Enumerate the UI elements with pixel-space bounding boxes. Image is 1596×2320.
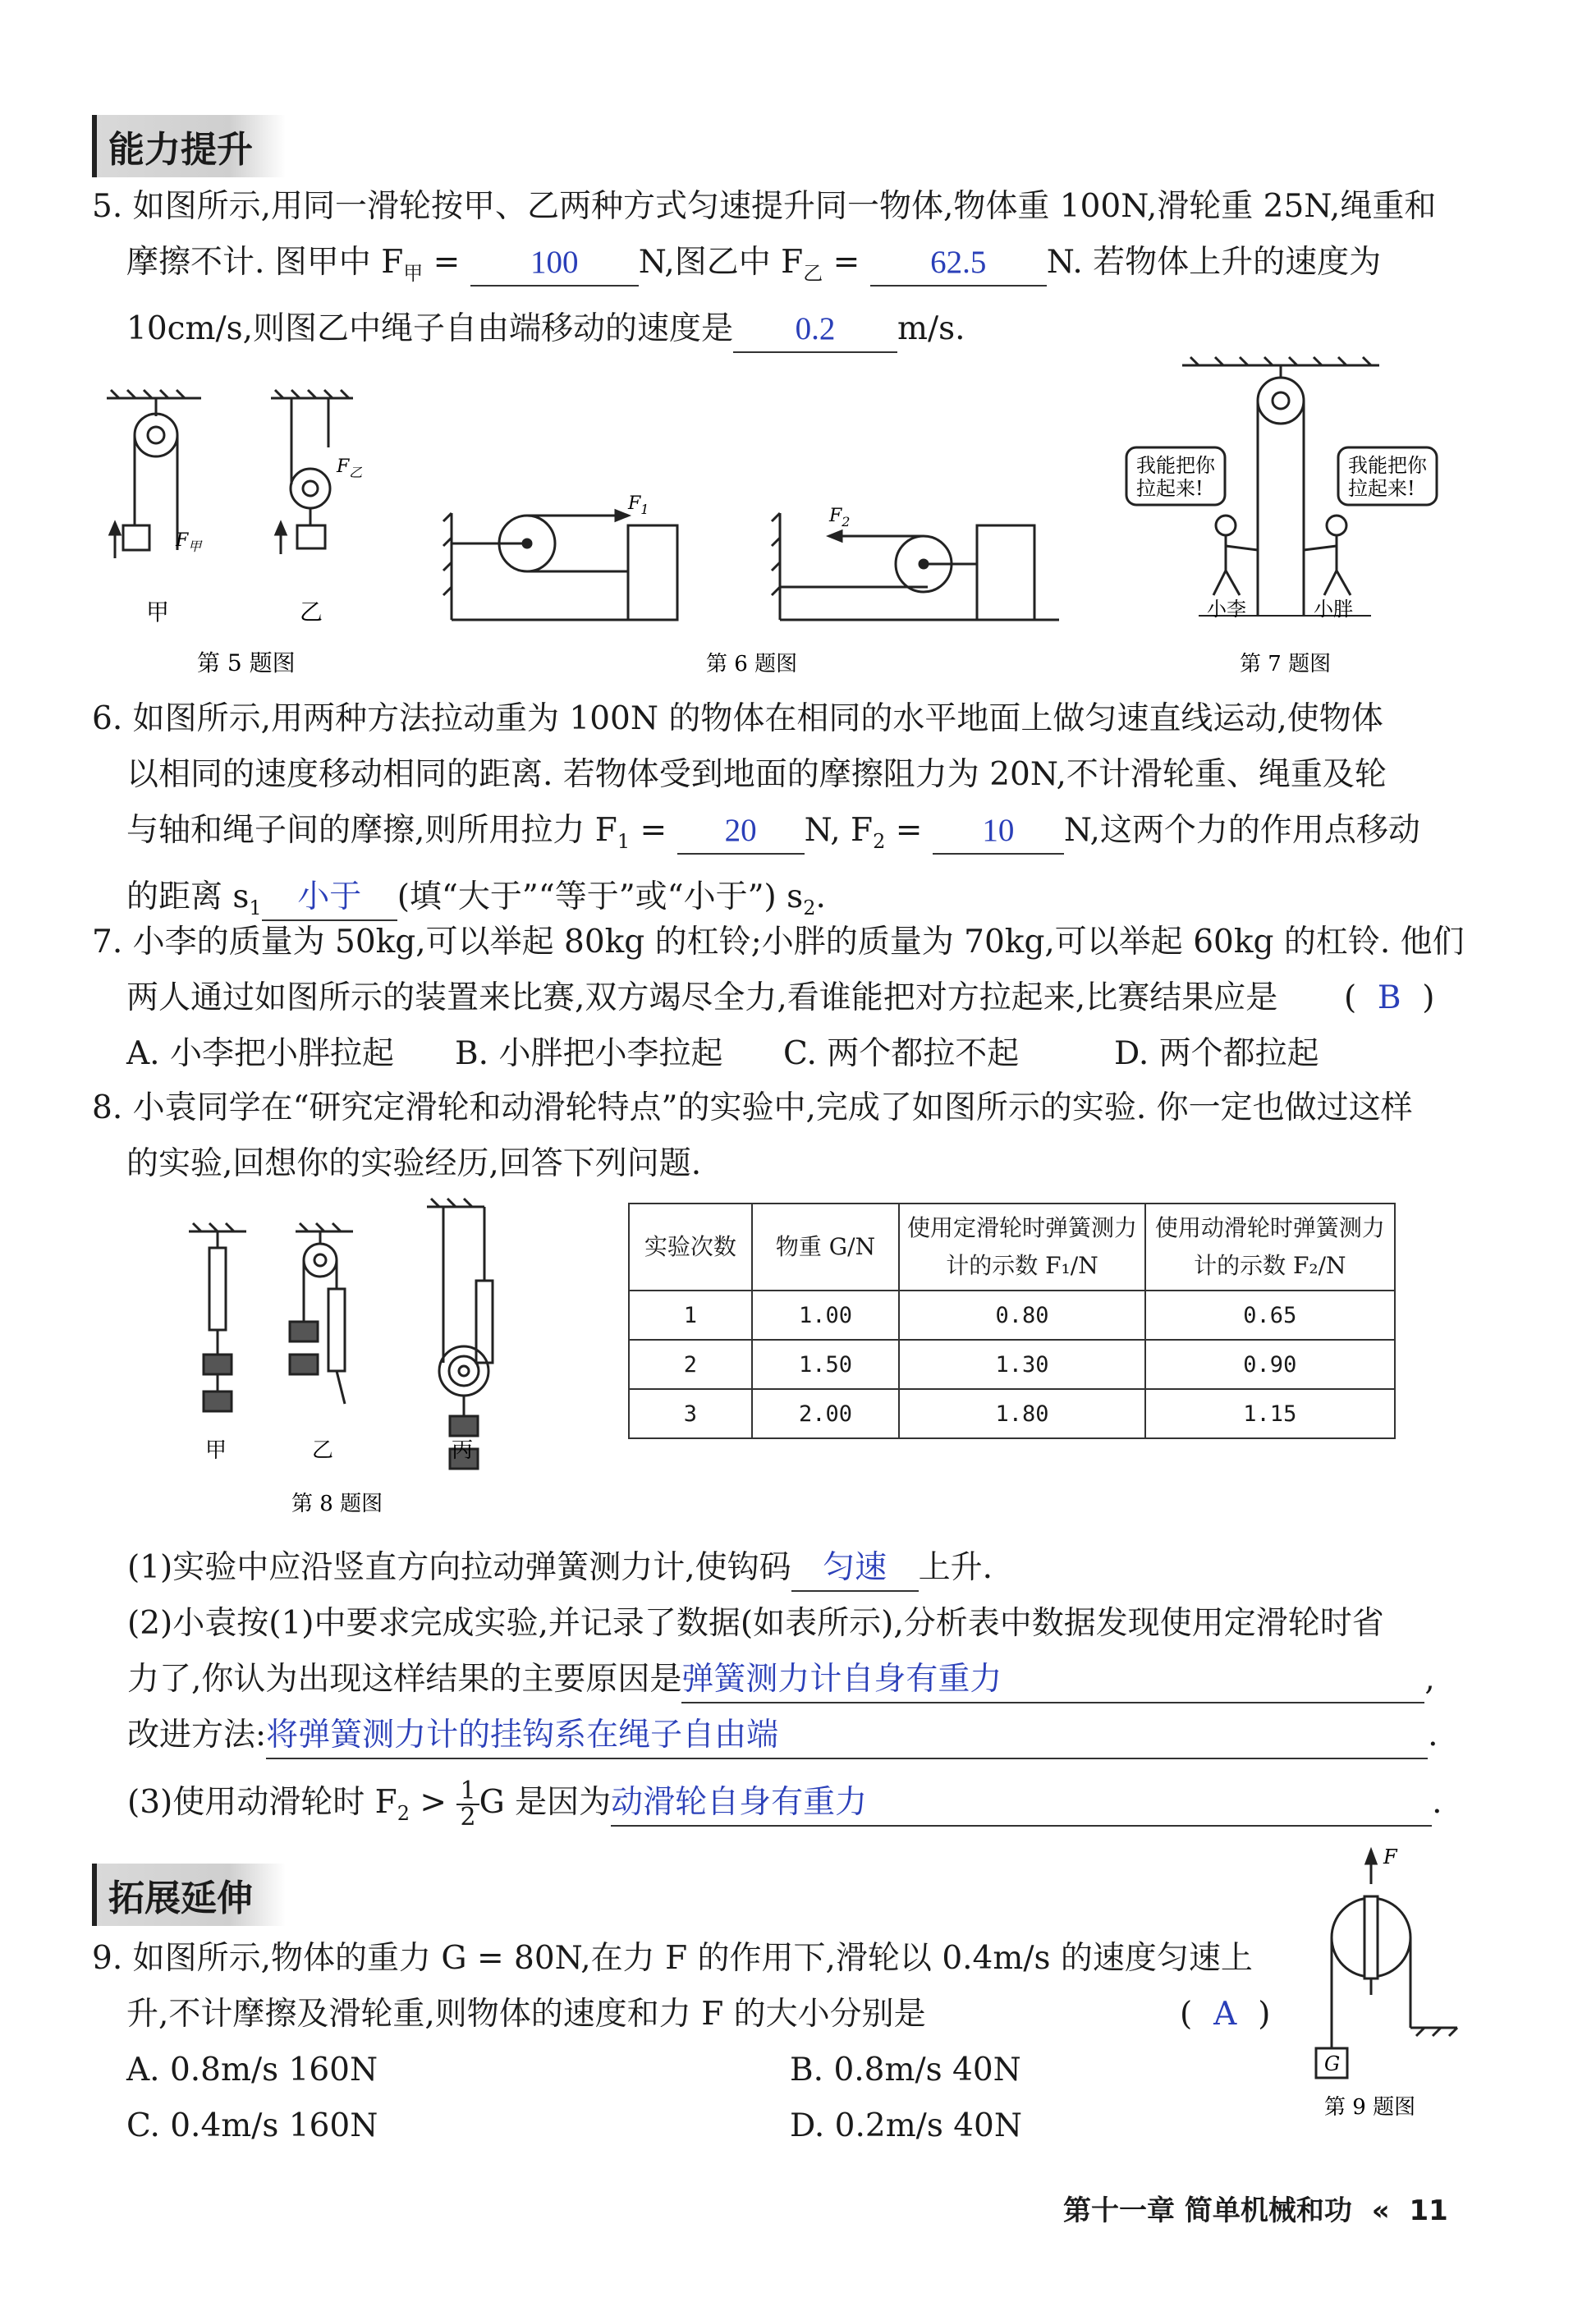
fig8-bing-label: 丙: [452, 1438, 474, 1463]
q9-text: 升,不计摩擦及滑轮重,则物体的速度和力 F 的大小分别是: [126, 1996, 926, 2033]
fig7-caption: 第 7 题图: [1240, 652, 1332, 676]
q7-answer[interactable]: B: [1377, 979, 1401, 1016]
fig7-bubble-right-line2: 拉起来!: [1348, 477, 1415, 500]
q8-text: 力了,你认为出现这样结果的主要原因是: [127, 1661, 682, 1698]
q7-line1: 7. 小李的质量为 50kg,可以举起 80kg 的杠铃;小胖的质量为 70kg,可以举起 60kg 的杠铃. 他们: [92, 924, 1465, 961]
q6-sub: 2: [803, 896, 816, 919]
fig8-caption: 第 8 题图: [291, 1492, 383, 1516]
q6-answer-1[interactable]: 20: [677, 809, 805, 855]
table-header-cell: 物重 G/N: [752, 1204, 900, 1291]
section-header-ability: [92, 115, 286, 177]
fig7-right-name: 小胖: [1314, 598, 1353, 621]
fraction-denominator: 2: [460, 1803, 476, 1832]
table-header-cell: 实验次数: [629, 1204, 752, 1291]
q8-data-table: [628, 1203, 1396, 1439]
q6-text: .: [815, 878, 826, 915]
footer-chapter: 第十一章 简单机械和功: [1063, 2194, 1352, 2227]
q8-text: (1)实验中应沿竖直方向拉动弹簧测力计,使钩码: [127, 1549, 791, 1586]
fig6-f1-label: $F_1$: [628, 493, 649, 517]
q9-line1: 9. 如图所示,物体的重力 G = 80N,在力 F 的作用下,滑轮以 0.4m/s 的速度匀速上: [92, 1940, 1253, 1977]
fig7-bubble-left-line1: 我能把你: [1136, 454, 1215, 477]
q6-line2: 以相同的速度移动相同的距离. 若物体受到地面的摩擦阻力为 20N,不计滑轮重、绳重及轮: [126, 756, 1387, 793]
q9-option-d[interactable]: D. 0.2m/s 40N: [790, 2107, 1022, 2144]
q5-line1: 5. 如图所示,用同一滑轮按甲、乙两种方式匀速提升同一物体,物体重 100N,滑轮重 25N,绳重和: [92, 188, 1437, 225]
q8-part3: [127, 1775, 1457, 1841]
q8-answer-3[interactable]: 将弹簧测力计的挂钩系在绳子自由端: [266, 1713, 1428, 1759]
q6-answer-2[interactable]: 10: [933, 809, 1064, 855]
fig5-fjia-label: $F_甲$: [176, 530, 202, 554]
q5-line2: [92, 235, 1436, 301]
page-footer: [1063, 2188, 1448, 2228]
fig7-bubble-left-line2: 拉起来!: [1136, 477, 1204, 500]
fig9-caption: 第 9 题图: [1324, 2095, 1416, 2120]
q8-line1: 8. 小袁同学在“研究定滑轮和动滑轮特点”的实验中,完成了如图所示的实验. 你一定也做过这样: [92, 1089, 1413, 1126]
q6-eq: =: [885, 812, 933, 849]
fig6-left-diagram: [443, 511, 677, 620]
table-cell: 1: [629, 1291, 752, 1340]
table-cell: 1.15: [1145, 1389, 1395, 1438]
table-cell: 2: [629, 1340, 752, 1389]
table-cell: 0.80: [899, 1291, 1144, 1340]
q5-text: m/s.: [897, 309, 965, 347]
q8-text: >: [409, 1784, 457, 1821]
table-cell: 0.90: [1145, 1340, 1395, 1389]
page-number: 11: [1409, 2194, 1448, 2227]
q9-paren: (: [1180, 1996, 1193, 2033]
fig8-diagram: [172, 1182, 566, 1527]
section-title: 拓展延伸: [108, 1878, 253, 1919]
q5-text: 10cm/s,则图乙中绳子自由端移动的速度是: [126, 309, 734, 347]
fig8-jia-label: 甲: [205, 1438, 227, 1463]
table-cell: 3: [629, 1389, 752, 1438]
q9-answer[interactable]: A: [1213, 1996, 1237, 2033]
table-header-cell: 使用动滑轮时弹簧测力计的示数 F₂/N: [1145, 1204, 1395, 1291]
q7-options: [92, 1026, 1504, 1082]
question-5: [92, 179, 1436, 357]
fig6-caption: 第 6 题图: [706, 652, 798, 676]
section-title: 能力提升: [108, 129, 253, 171]
table-row: [629, 1291, 1395, 1340]
q9-options-row1: [92, 2043, 1291, 2098]
q6-eq: =: [630, 812, 677, 849]
q6-text: N, F: [804, 812, 874, 849]
table-cell: 0.65: [1145, 1291, 1395, 1340]
fig9-g-label: G: [1324, 2052, 1341, 2075]
q5-sub: 乙: [803, 261, 823, 285]
q6-answer-3[interactable]: 小于: [262, 875, 397, 921]
q9-option-a[interactable]: A. 0.8m/s 160N: [126, 2052, 378, 2088]
q6-sub: 1: [249, 896, 262, 919]
q7-option-c[interactable]: C. 两个都拉不起: [783, 1035, 1020, 1072]
q8-answer-2[interactable]: 弹簧测力计自身有重力: [681, 1657, 1424, 1703]
q8-answer-4[interactable]: 动滑轮自身有重力: [611, 1781, 1432, 1827]
q9-options-row2: [92, 2098, 1291, 2154]
question-7: [92, 915, 1504, 1082]
q6-text: (填“大于”“等于”或“小于”) s: [397, 878, 804, 915]
footer-arrows-icon: «: [1371, 2194, 1390, 2227]
q7-option-d[interactable]: D. 两个都拉起: [1114, 1035, 1319, 1072]
q5-eq: =: [823, 244, 870, 281]
q5-answer-2[interactable]: 62.5: [870, 241, 1047, 287]
fraction-numerator: 1: [456, 1779, 479, 1805]
fig8-yi-label: 乙: [312, 1438, 334, 1463]
fig5-jia-label: 甲: [146, 598, 170, 626]
q8-part2-line2: [127, 1652, 1457, 1708]
table-row: [629, 1389, 1395, 1438]
q6-line3: [92, 803, 1420, 869]
table-header-row: [629, 1204, 1395, 1291]
q7-text: 两人通过如图所示的装置来比赛,双方竭尽全力,看谁能把对方拉起来,比赛结果应是: [126, 979, 1278, 1016]
q7-option-b[interactable]: B. 小胖把小李拉起: [455, 1035, 723, 1072]
fig5-yi-label: 乙: [300, 598, 323, 626]
q5-eq: =: [423, 244, 470, 281]
q5-sub: 甲: [403, 261, 424, 285]
q8-part2-line1: (2)小袁按(1)中要求完成实验,并记录了数据(如表所示),分析表中数据发现使用定滑轮时省: [127, 1605, 1384, 1642]
fig7-bubble-right-line1: 我能把你: [1348, 454, 1427, 477]
q8-text: .: [1428, 1717, 1438, 1754]
table-cell: 1.30: [899, 1340, 1144, 1389]
q8-sub: 2: [397, 1801, 410, 1825]
fig6-right-diagram: [772, 513, 1059, 620]
fig9-diagram: [1301, 1839, 1482, 2134]
table-cell: 1.50: [752, 1340, 900, 1389]
question-6: [92, 691, 1420, 936]
q6-line1: 6. 如图所示,用两种方法拉动重为 100N 的物体在相同的水平地面上做匀速直线运动,使物体: [92, 700, 1383, 737]
table-cell: 1.00: [752, 1291, 900, 1340]
q5-answer-1[interactable]: 100: [470, 241, 639, 287]
q7-paren: ): [1422, 979, 1435, 1016]
q8-answer-1[interactable]: 匀速: [791, 1546, 919, 1592]
section-header-extension: [92, 1864, 286, 1926]
fig9-f-label: F: [1383, 1845, 1397, 1868]
table-cell: 2.00: [752, 1389, 900, 1438]
q8-text: 改进方法:: [127, 1717, 267, 1754]
q6-sub: 1: [617, 829, 631, 853]
fig6-f2-label: $F_2$: [829, 506, 851, 530]
fig5-caption: 第 5 题图: [197, 649, 296, 676]
q8-fraction: [456, 1779, 479, 1830]
q5-answer-3[interactable]: 0.2: [733, 307, 897, 353]
q7-paren: (: [1344, 979, 1357, 1016]
q8-text: 上升.: [918, 1549, 993, 1586]
q7-answer-bracket: [1344, 970, 1434, 1026]
q8-text: .: [1432, 1784, 1442, 1821]
q9-line2: [92, 1987, 1291, 2043]
q7-line2: [92, 970, 1504, 1026]
question-8: [92, 1080, 1413, 1192]
q5-text: N,图乙中 F: [638, 244, 804, 281]
table-cell: 1.80: [899, 1389, 1144, 1438]
q8-part1: [127, 1540, 1457, 1596]
q9-option-c[interactable]: C. 0.4m/s 160N: [126, 2107, 378, 2144]
q6-text: 与轴和绳子间的摩擦,则所用拉力 F: [126, 812, 617, 849]
table-header-cell: 使用定滑轮时弹簧测力计的示数 F₁/N: [899, 1204, 1144, 1291]
q8-line2: 的实验,回想你的实验经历,回答下列问题.: [126, 1145, 702, 1182]
fig7-left-name: 小李: [1207, 598, 1246, 621]
fig5-fyi-label: $F_乙$: [337, 456, 363, 480]
q9-option-b[interactable]: B. 0.8m/s 40N: [790, 2052, 1021, 2088]
q8-text: G 是因为: [479, 1784, 612, 1821]
table-row: [629, 1340, 1395, 1389]
q8-text: ,: [1424, 1661, 1435, 1698]
q8-part2-line3: [127, 1708, 1457, 1763]
q8-text: (3)使用动滑轮时 F: [127, 1784, 397, 1821]
q6-text: N,这两个力的作用点移动: [1063, 812, 1420, 849]
q5-text: 摩擦不计. 图甲中 F: [126, 244, 404, 281]
q9-paren: ): [1258, 1996, 1271, 2033]
q6-text: 的距离 s: [126, 878, 250, 915]
q8-subparts: [127, 1540, 1457, 1841]
q6-sub: 2: [873, 829, 886, 853]
question-9: [92, 1931, 1291, 2154]
figures-row-1: [90, 349, 1486, 685]
q7-option-a[interactable]: A. 小李把小胖拉起: [126, 1035, 394, 1072]
q5-text: N. 若物体上升的速度为: [1046, 244, 1382, 281]
q9-answer-bracket: [1180, 1987, 1270, 2043]
